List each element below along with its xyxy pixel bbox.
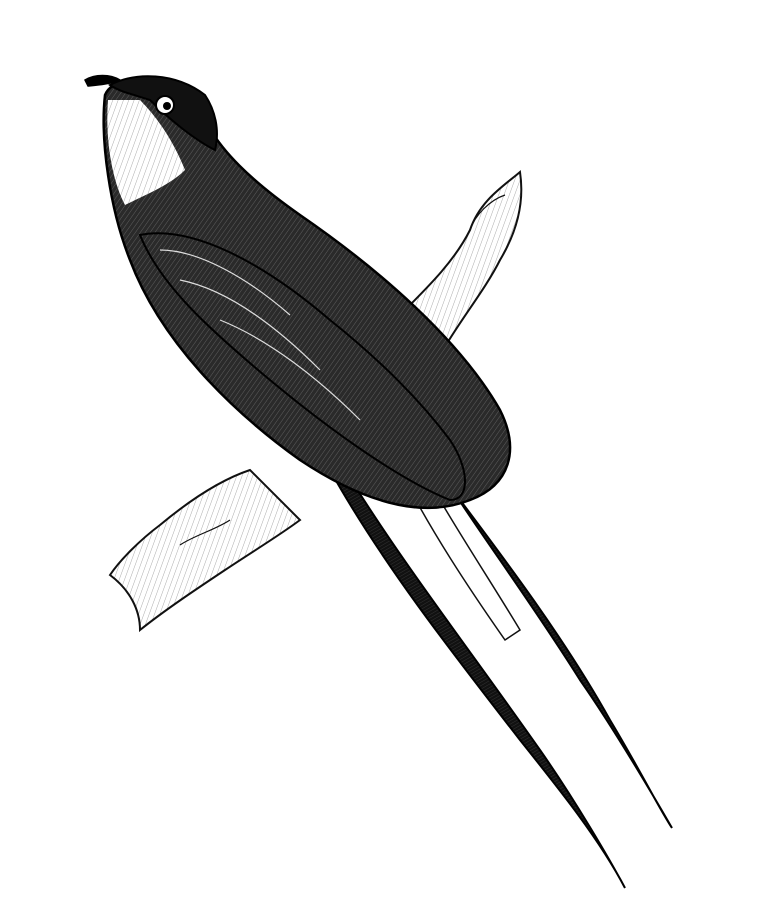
eye bbox=[156, 96, 174, 114]
tail-feathers bbox=[330, 460, 672, 888]
